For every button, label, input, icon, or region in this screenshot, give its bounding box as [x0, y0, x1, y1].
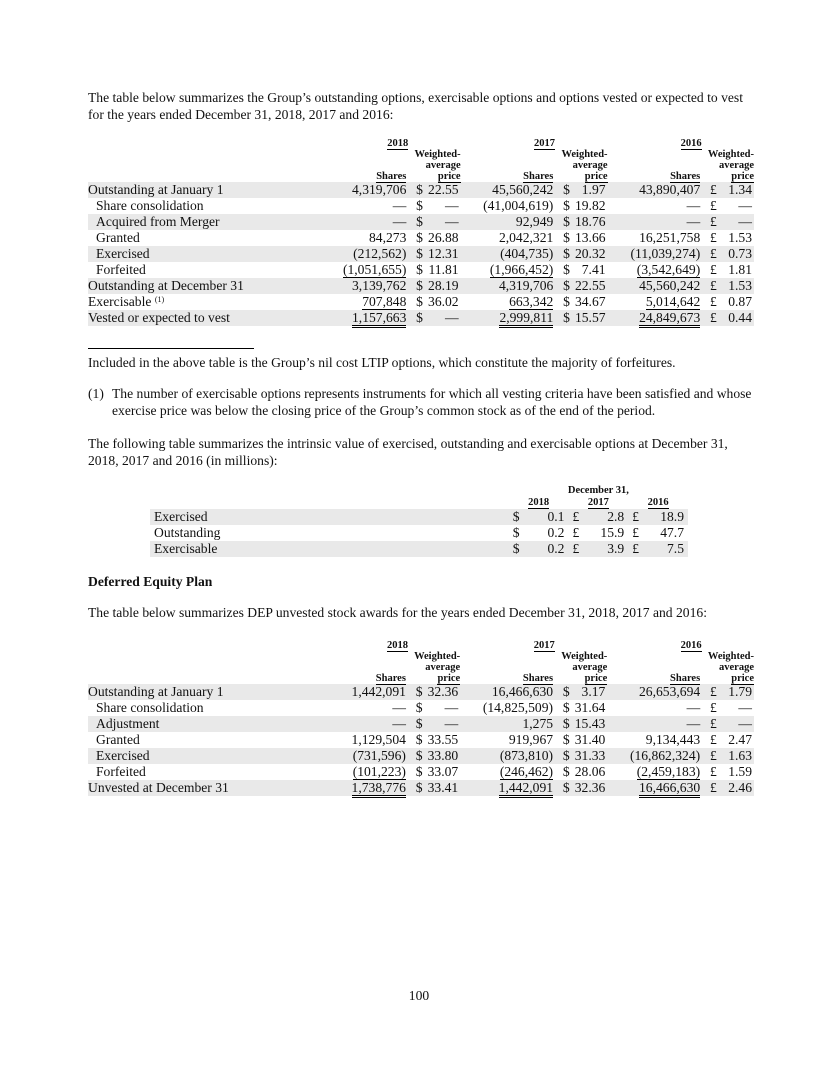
shares-col-header: Shares — [670, 673, 701, 684]
table-row — [88, 198, 754, 214]
shares-value: (1,051,655) — [342, 262, 407, 277]
currency-symbol: $ — [412, 716, 428, 732]
currency-symbol: £ — [709, 732, 717, 747]
currency-symbol: £ — [628, 541, 646, 557]
price-value: 31.40 — [574, 732, 606, 747]
shares-value: — — [686, 700, 701, 715]
shares-value: 4,319,706 — [498, 278, 554, 293]
shares-value: 24,849,673 — [639, 310, 700, 328]
currency-symbol: £ — [572, 525, 580, 540]
shares-value: (11,039,274) — [630, 246, 701, 261]
row-label: Outstanding at January 1 — [88, 684, 335, 700]
price-value: — — [428, 310, 461, 326]
shares-value: 26,653,694 — [639, 684, 701, 699]
shares-value: (873,810) — [499, 748, 554, 763]
currency-symbol: $ — [559, 780, 575, 796]
row-label: Exercisable $^{(1)}$ — [88, 294, 165, 309]
currency-symbol: £ — [709, 764, 717, 779]
currency-symbol: $ — [559, 748, 575, 764]
currency-symbol: $ — [416, 198, 423, 213]
currency-symbol: £ — [706, 684, 722, 700]
price-value: 0.73 — [722, 246, 754, 262]
price-value: — — [428, 214, 461, 230]
dep-year-header-2017: 2017 — [533, 640, 555, 651]
dep-table — [88, 640, 754, 796]
row-label: Vested or expected to vest — [88, 310, 335, 326]
price-value: 15.43 — [574, 716, 606, 731]
price-value: 36.02 — [428, 294, 459, 309]
currency-symbol: $ — [563, 262, 570, 277]
table-row — [88, 716, 754, 732]
table-row — [88, 764, 754, 780]
currency-symbol: $ — [563, 198, 570, 213]
shares-value: 5,014,642 — [645, 294, 701, 309]
currency-symbol: $ — [559, 246, 575, 262]
currency-symbol: $ — [416, 294, 423, 309]
price-value: 2.46 — [722, 780, 754, 796]
price-value: 1.53 — [722, 278, 754, 294]
shares-value: 707,848 — [362, 294, 407, 309]
currency-symbol: £ — [706, 214, 722, 230]
row-label: Exercised — [88, 246, 335, 262]
table-row — [88, 246, 754, 262]
shares-value: — — [392, 214, 407, 229]
shares-value: — — [686, 214, 701, 229]
price-value: 0.87 — [728, 294, 752, 309]
price-value: — — [738, 700, 752, 715]
table-row — [88, 700, 754, 716]
currency-symbol: £ — [568, 541, 586, 557]
currency-symbol: $ — [415, 700, 423, 715]
price-value: 19.82 — [574, 198, 606, 213]
row-label: Outstanding — [154, 525, 221, 540]
currency-symbol: $ — [512, 525, 520, 540]
intrinsic-year-row — [150, 497, 688, 509]
shares-value: 2,042,321 — [498, 230, 554, 245]
currency-symbol: $ — [559, 182, 575, 198]
shares-value: — — [392, 716, 406, 731]
currency-symbol: £ — [706, 182, 722, 198]
price-value: 1.81 — [728, 262, 752, 277]
price-col-header: Weighted- average price — [414, 651, 461, 684]
currency-symbol: $ — [416, 262, 423, 277]
year-header-2017: 2017 — [533, 138, 555, 149]
currency-symbol: £ — [710, 230, 717, 245]
currency-symbol: $ — [559, 684, 575, 700]
currency-symbol: $ — [412, 214, 428, 230]
row-label: Exercisable — [150, 541, 509, 557]
dep-year-header-2016: 2016 — [680, 640, 702, 651]
table-row — [88, 780, 754, 796]
currency-symbol: $ — [412, 310, 428, 326]
price-value: 12.31 — [428, 246, 459, 261]
price-value: 33.80 — [427, 748, 459, 763]
table-row — [88, 310, 754, 326]
table-row — [88, 294, 754, 310]
intrinsic-value: 3.9 — [586, 541, 628, 557]
shares-value: — — [392, 700, 406, 715]
currency-symbol: $ — [416, 230, 423, 245]
shares-value: 663,342 — [509, 294, 554, 309]
footnote-text: The number of exercisable options represents instruments for which all vesting criteria have been satisfied and whose exercise price was below the closing price of the Group’s common stock as of the end of the period. — [112, 386, 752, 418]
price-col-header: Weighted- average price — [707, 651, 754, 684]
currency-symbol: £ — [706, 780, 722, 796]
price-value: 0.44 — [722, 310, 754, 326]
shares-value: 3,139,762 — [352, 278, 407, 293]
price-value: 22.55 — [428, 182, 459, 197]
shares-value: 43,890,407 — [639, 182, 701, 197]
row-label: Outstanding at December 31 — [88, 278, 335, 294]
december-header: December 31, — [567, 485, 629, 496]
shares-value: (41,004,619) — [483, 198, 554, 213]
currency-symbol: $ — [412, 780, 428, 796]
price-value: — — [722, 716, 754, 732]
shares-value: (1,966,452) — [489, 262, 554, 277]
dep-year-header-2018: 2018 — [386, 640, 408, 651]
price-value: — — [445, 198, 459, 213]
shares-col-header: Shares — [670, 171, 701, 182]
options-table-year-row — [88, 138, 754, 149]
shares-value: (3,542,649) — [636, 262, 701, 277]
shares-value: 16,466,630 — [639, 780, 700, 798]
options-table — [88, 138, 754, 326]
row-label: Outstanding at January 1 — [88, 182, 335, 198]
shares-value: (212,562) — [353, 246, 407, 261]
price-col-header: Weighted- average price — [414, 149, 461, 182]
row-label: Exercised — [150, 509, 509, 525]
options-table-header-row — [88, 149, 754, 182]
intrinsic-header-row — [150, 485, 688, 497]
row-label: Forfeited — [96, 262, 146, 277]
price-value: 32.36 — [574, 780, 606, 795]
price-col-header: Weighted- average price — [561, 149, 608, 182]
shares-col-header: Shares — [522, 673, 554, 684]
price-value: 28.06 — [574, 764, 606, 779]
intrinsic-value: 7.5 — [646, 541, 688, 557]
currency-symbol: £ — [706, 310, 722, 326]
price-value: 22.55 — [574, 278, 606, 293]
price-value: 13.66 — [574, 230, 606, 245]
ltip-note: Included in the above table is the Group’s nil cost LTIP options, which constitute the majority of forfeitures. — [88, 355, 676, 370]
price-value: 31.64 — [574, 700, 606, 715]
intrinsic-value: 47.7 — [660, 525, 684, 540]
row-label: Adjustment — [88, 716, 335, 732]
dep-table-header-row — [88, 651, 754, 684]
row-label: Acquired from Merger — [88, 214, 335, 230]
currency-symbol: $ — [415, 732, 423, 747]
price-value: 1.59 — [728, 764, 752, 779]
price-value: 31.33 — [574, 748, 606, 763]
table-row — [88, 230, 754, 246]
year-header-2016: 2016 — [680, 138, 702, 149]
table-row — [88, 278, 754, 294]
price-value: 20.32 — [574, 246, 606, 261]
shares-value: — — [686, 198, 701, 213]
currency-symbol: £ — [632, 525, 639, 540]
shares-value: (101,223) — [352, 764, 406, 779]
intrinsic-value: 2.8 — [586, 509, 628, 525]
table-row — [88, 182, 754, 198]
currency-symbol: £ — [710, 198, 717, 213]
price-value: 26.88 — [428, 230, 459, 245]
price-value: 2.47 — [728, 732, 752, 747]
intro-paragraph: The table below summarizes the Group’s outstanding options, exercisable options and options vested or expected to vest for the years ended December 31, 2018, 2017 and 2016: — [88, 90, 743, 122]
shares-col-header: Shares — [375, 673, 406, 684]
table-row — [88, 748, 754, 764]
currency-symbol: £ — [628, 509, 646, 525]
price-value: 7.41 — [581, 262, 606, 277]
currency-symbol: $ — [509, 541, 527, 557]
row-label: Share consolidation — [96, 700, 204, 715]
table-row — [88, 684, 754, 700]
price-value: 33.07 — [427, 764, 459, 779]
currency-symbol: £ — [706, 748, 722, 764]
currency-symbol: $ — [412, 246, 428, 262]
shares-value: 84,273 — [368, 230, 407, 245]
currency-symbol: $ — [509, 509, 527, 525]
price-value: 11.81 — [428, 262, 459, 277]
price-value: 32.36 — [427, 684, 459, 699]
dep-table-year-row — [88, 640, 754, 651]
price-value: 34.67 — [574, 294, 606, 309]
price-value: 1.79 — [722, 684, 754, 700]
shares-value: — — [392, 198, 407, 213]
currency-symbol: $ — [412, 748, 428, 764]
price-value: 33.41 — [427, 780, 459, 795]
currency-symbol: $ — [559, 214, 575, 230]
price-value: — — [722, 214, 754, 230]
price-value: 3.17 — [575, 684, 608, 700]
year-header-2018: 2018 — [387, 138, 409, 149]
page-number: 100 — [408, 988, 430, 1003]
shares-value: 919,967 — [508, 732, 554, 747]
shares-value: (246,462) — [499, 764, 554, 779]
row-label: Share consolidation — [96, 198, 204, 213]
row-label: Forfeited — [96, 764, 146, 779]
shares-value: (404,735) — [500, 246, 554, 261]
currency-symbol: $ — [562, 700, 570, 715]
table-row — [150, 509, 688, 525]
dep-heading: Deferred Equity Plan — [88, 574, 213, 589]
currency-symbol: $ — [562, 764, 570, 779]
footnote-number: (1) — [88, 386, 104, 401]
intrinsic-year-2017: 2017 — [587, 497, 609, 508]
price-value: 1.97 — [575, 182, 608, 198]
table-row — [150, 525, 688, 541]
row-label: Unvested at December 31 — [88, 780, 335, 796]
row-label: Exercised — [88, 748, 335, 764]
intrinsic-value: 0.1 — [527, 509, 569, 525]
price-value: 1.53 — [728, 230, 752, 245]
currency-symbol: £ — [709, 700, 717, 715]
currency-symbol: £ — [706, 716, 722, 732]
shares-value: 92,949 — [515, 214, 554, 229]
currency-symbol: £ — [710, 294, 717, 309]
currency-symbol: $ — [562, 732, 570, 747]
intrinsic-value: 18.9 — [646, 509, 688, 525]
price-value: 15.57 — [574, 310, 606, 325]
currency-symbol: $ — [563, 294, 570, 309]
price-value: 1.34 — [722, 182, 754, 198]
currency-symbol: $ — [563, 230, 570, 245]
shares-value: 2,999,811 — [499, 310, 553, 328]
currency-symbol: $ — [412, 182, 428, 198]
row-label: Granted — [96, 732, 140, 747]
shares-col-header: Shares — [523, 171, 554, 182]
footnote-ref: (1) — [154, 295, 165, 304]
currency-symbol: $ — [412, 278, 428, 294]
shares-value: — — [686, 716, 701, 731]
intrinsic-year-2018: 2018 — [528, 497, 550, 508]
shares-value: (731,596) — [352, 748, 406, 763]
shares-col-header: Shares — [376, 171, 407, 182]
price-value: — — [738, 198, 752, 213]
row-label: Granted — [96, 230, 140, 245]
currency-symbol: £ — [706, 278, 722, 294]
currency-symbol: £ — [706, 246, 722, 262]
shares-value: (16,862,324) — [629, 748, 701, 763]
shares-value: 1,157,663 — [352, 310, 406, 328]
shares-value: 1,275 — [522, 716, 554, 731]
currency-symbol: £ — [710, 262, 717, 277]
intrinsic-value: 15.9 — [600, 525, 625, 540]
shares-value: 1,738,776 — [352, 780, 406, 798]
intrinsic-paragraph: The following table summarizes the intrinsic value of exercised, outstanding and exercisable options at December 31, 2018, 2017 and 2016 (in millions): — [88, 436, 728, 468]
shares-value: 1,442,091 — [499, 780, 553, 798]
shares-value: 45,560,242 — [639, 278, 701, 293]
intrinsic-value-table — [150, 485, 688, 557]
price-value: — — [444, 700, 459, 715]
table-row — [88, 214, 754, 230]
table-row — [88, 732, 754, 748]
shares-value: 1,129,504 — [351, 732, 406, 747]
shares-value: (2,459,183) — [636, 764, 701, 779]
intrinsic-value: 0.2 — [527, 541, 569, 557]
section-divider — [88, 348, 254, 349]
shares-value: 9,134,443 — [645, 732, 701, 747]
shares-value: (14,825,509) — [482, 700, 554, 715]
shares-value: 16,466,630 — [491, 684, 554, 699]
currency-symbol: $ — [415, 764, 423, 779]
price-value: 1.63 — [722, 748, 754, 764]
intrinsic-value: 0.2 — [547, 525, 565, 540]
price-col-header: Weighted- average price — [707, 149, 754, 182]
price-col-header: Weighted- average price — [561, 651, 608, 684]
table-row — [150, 541, 688, 557]
price-value: — — [428, 716, 461, 732]
shares-value: 45,560,242 — [492, 182, 554, 197]
price-value: 18.76 — [574, 214, 606, 229]
table-row — [88, 262, 754, 278]
intrinsic-year-2016: 2016 — [647, 497, 669, 508]
dep-paragraph: The table below summarizes DEP unvested stock awards for the years ended December 31, 2018, 2017 and 2016: — [88, 605, 707, 620]
footnote-1 — [88, 386, 756, 419]
price-value: 28.19 — [428, 278, 459, 293]
currency-symbol: $ — [559, 310, 575, 326]
shares-value: 16,251,758 — [639, 230, 701, 245]
shares-value: 4,319,706 — [352, 182, 407, 197]
currency-symbol: $ — [559, 278, 575, 294]
price-value: 33.55 — [427, 732, 459, 747]
currency-symbol: $ — [412, 684, 428, 700]
currency-symbol: £ — [568, 509, 586, 525]
shares-value: 1,442,091 — [351, 684, 406, 699]
currency-symbol: $ — [559, 716, 575, 732]
